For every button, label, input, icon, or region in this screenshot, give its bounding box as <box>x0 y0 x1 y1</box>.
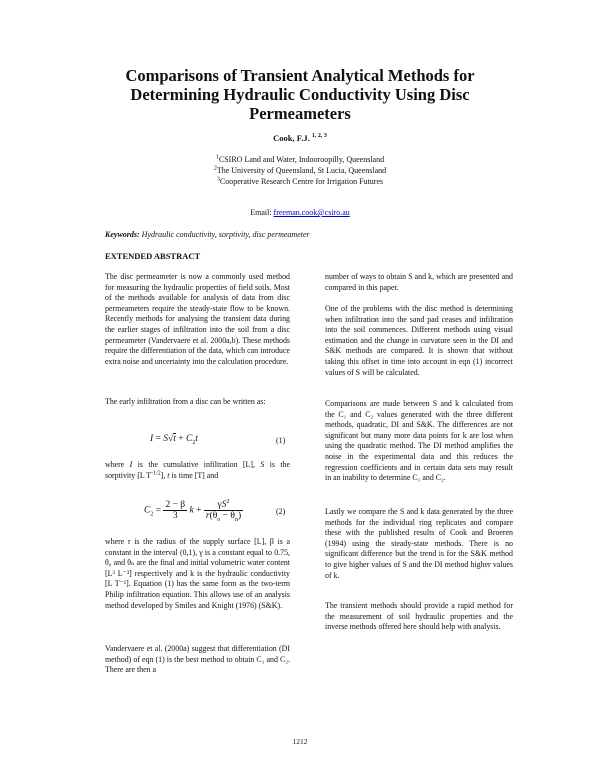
col2-paragraph-1: number of ways to obtain S and k, which are presented and compared in this paper. <box>325 272 513 292</box>
equation-1: $I = S√t + C_2t$ <box>150 434 198 446</box>
section-heading: EXTENDED ABSTRACT <box>105 251 201 261</box>
col1-paragraph-1: The disc permeameter is now a commonly used method for measuring the hydraulic properties of field soils. Most of the methods available for analysis of data from disc permeameters require the steady-state flow to be known. Recently methods for analysing the transient data during the earlier stages of infiltration into the soil from a disc permeameter (Vandervaere et al. 2000a,b). These methods require the differentiation of the data, which can introduce extra noise and uncertainty into the calculation procedure. <box>105 272 290 366</box>
affiliation-3: $^3$Cooperative Research Centre for Irrigation Futures <box>216 176 384 186</box>
col1-paragraph-5: Vandervaere et al. (2000a) suggest that differentiation (DI method) of eqn (1) is the best method to obtain C₁ and C₂. There are then a <box>105 644 290 675</box>
equation-2: $C_2$ = $\frac{2 - \beta}{3}$ k + $\frac{\gamma S^2}{r(\theta_o - \theta_n)}$ <box>144 498 242 523</box>
keywords-line <box>105 230 310 239</box>
page-number: 1212 <box>292 737 308 746</box>
affiliation-1: $^1$CSIRO Land and Water, Indooroopilly, Queensland <box>215 154 385 164</box>
email-link[interactable]: freeman.cook@csiro.au <box>273 208 350 217</box>
col1-paragraph-3: where I is the cumulative infiltration [L], S is the sorptivity [L $T^{-1/2}$], t is time [T] and <box>105 460 290 480</box>
paper-title: Comparisons of Transient Analytical Methods for Determining Hydraulic Conductivity Using Disc Permeameters <box>125 66 475 123</box>
email-line <box>0 208 600 217</box>
email-label: Email: <box>250 208 272 217</box>
equation-1-number: (1) <box>276 436 286 445</box>
col2-paragraph-2: One of the problems with the disc method is determining when infiltration into the sand pad ceases and infiltration into the soil commences. Different methods using visual estimation and the change in curvature seen in the DI and S&K methods are compared. It is shown that without taking this offset in time into account in eqn (1) incorrect values of S will be calculated. <box>325 304 513 377</box>
col1-paragraph-2: The early infiltration from a disc can be written as: <box>105 397 266 406</box>
col2-paragraph-4: Lastly we compare the S and k data generated by the three methods for the individual ring replicates and compare these with the published results of Cook and Broeren (1994) using the steady-state methods. There is no significant difference but the trend is for the S&K method to give higher values of S and the DI method higher values of k. <box>325 507 513 580</box>
author-line <box>0 133 600 143</box>
equation-2-number: (2) <box>276 507 286 516</box>
col1-paragraph-4: where r is the radius of the supply surface [L], β is a constant in the interval (0,1), γ is a constant equal to 0.75, θ₀ and θₙ are the final and initial volumetric water content [L³ L⁻³] respectively and k is the hydraulic conductivity [L T⁻¹]. Equation (1) has the same form as the two-term Philip infiltration equation. This allows use of an analysis method developed by Smiles and Knight (1976) (S&K). <box>105 537 290 610</box>
author-superscript: 1, 2, 3 <box>311 133 327 140</box>
keywords-text: Hydraulic conductivity, sorptivity, disc permeameter <box>141 230 310 239</box>
col2-paragraph-3: Comparisons are made between S and k calculated from the C₁ and C₂ values generated with the three different methods, quadratic, DI and S&K. The differences are not significant but many more data points for k are lost when using the quadratic method. The DI method amplifies the noise in the experimental data and this reduces the regression coefficients and in certain data sets may result in an inability to determine C₁ and C₂. <box>325 399 513 483</box>
affiliation-2: $^2$The University of Queensland, St Lucia, Queensland <box>213 165 387 175</box>
author-name: Cook, F.J. <box>273 133 310 143</box>
keywords-label: Keywords: <box>105 230 140 239</box>
col2-paragraph-5: The transient methods should provide a rapid method for the measurement of soil hydraulic properties and the inverse methods offered here should help with analysis. <box>325 601 513 632</box>
